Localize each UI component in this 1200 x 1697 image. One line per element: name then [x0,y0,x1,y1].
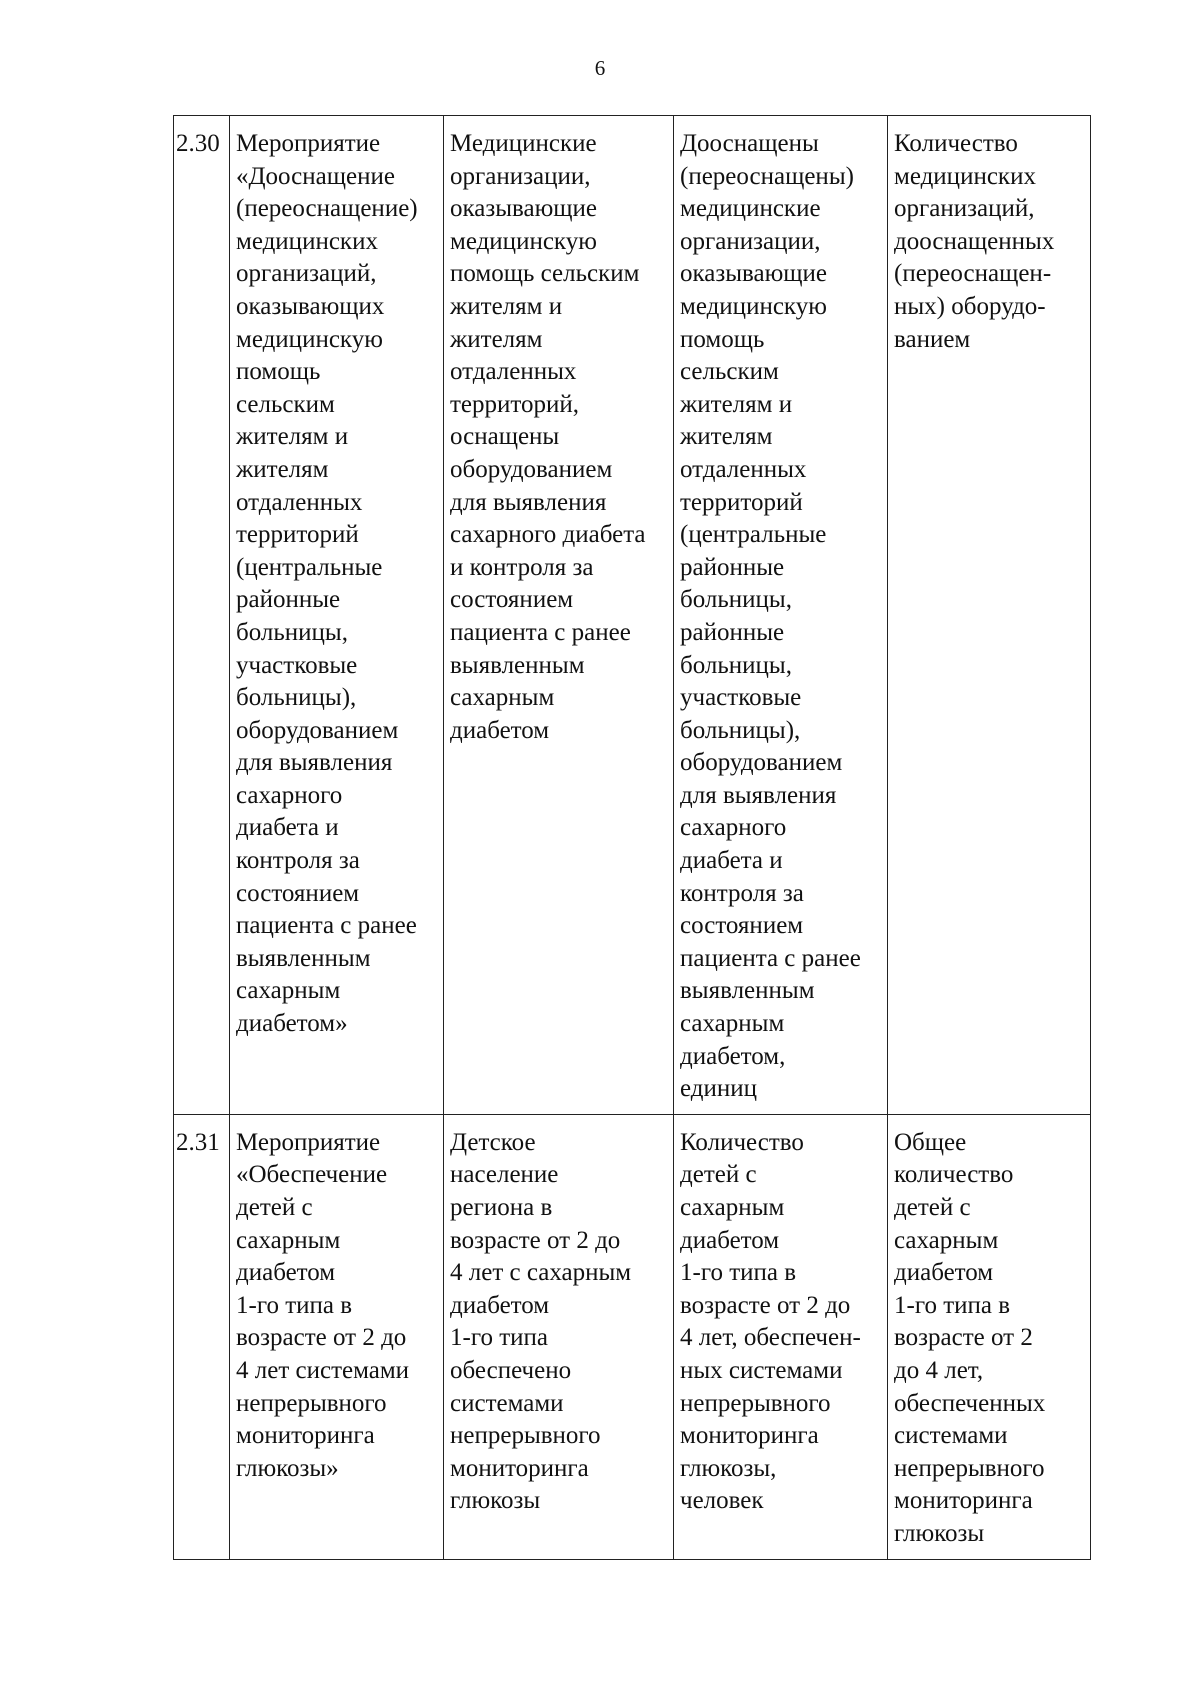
indicator-cell: Дооснащены (переоснащены) медицинские организации, оказывающие медицинскую помощь сельским жителям и жителям отдаленных территорий (центральные районные больницы, районные больницы, участковые больницы), оборудованием для выявления сахарного диабета и контроля за состоянием пациента с ранее выявленным сахарным диабетом, единиц [674,116,888,1115]
event-name-cell: Мероприятие «Дооснащение (переоснащение) медицинских организаций, оказывающих медицинскую помощь сельским жителям и жителям отдаленных территорий (центральные районные больницы, участковые больницы), оборудованием для выявления сахарного диабета и контроля за состоянием пациента с ранее выявленным сахарным диабетом» [230,116,444,1115]
measures-table [173,115,1091,1560]
row-number-cell: 2.31 [174,1114,230,1559]
row-number-cell: 2.30 [174,116,230,1115]
page-number: 6 [594,56,606,80]
calculation-basis-cell: Количество медицинских организаций, дооснащенных (переоснащен- ных) оборудо- ванием [888,116,1091,1115]
expected-result-cell: Медицинские организации, оказывающие медицинскую помощь сельским жителям и жителям отдаленных территорий, оснащены оборудованием для выявления сахарного диабета и контроля за состоянием пациента с ранее выявленным сахарным диабетом [444,116,674,1115]
expected-result-cell: Детское население региона в возрасте от 2 до 4 лет с сахарным диабетом 1-го типа обеспечено системами непрерывного мониторинга глюкозы [444,1114,674,1559]
indicator-cell: Количество детей с сахарным диабетом 1-го типа в возрасте от 2 до 4 лет, обеспечен- ных системами непрерывного мониторинга глюкозы, человек [674,1114,888,1559]
event-name-cell: Мероприятие «Обеспечение детей с сахарным диабетом 1-го типа в возрасте от 2 до 4 лет системами непрерывного мониторинга глюкозы» [230,1114,444,1559]
table-row [174,116,1091,1115]
calculation-basis-cell: Общее количество детей с сахарным диабетом 1-го типа в возрасте от 2 до 4 лет, обеспеченных системами непрерывного мониторинга глюкозы [888,1114,1091,1559]
table-row [174,1114,1091,1559]
